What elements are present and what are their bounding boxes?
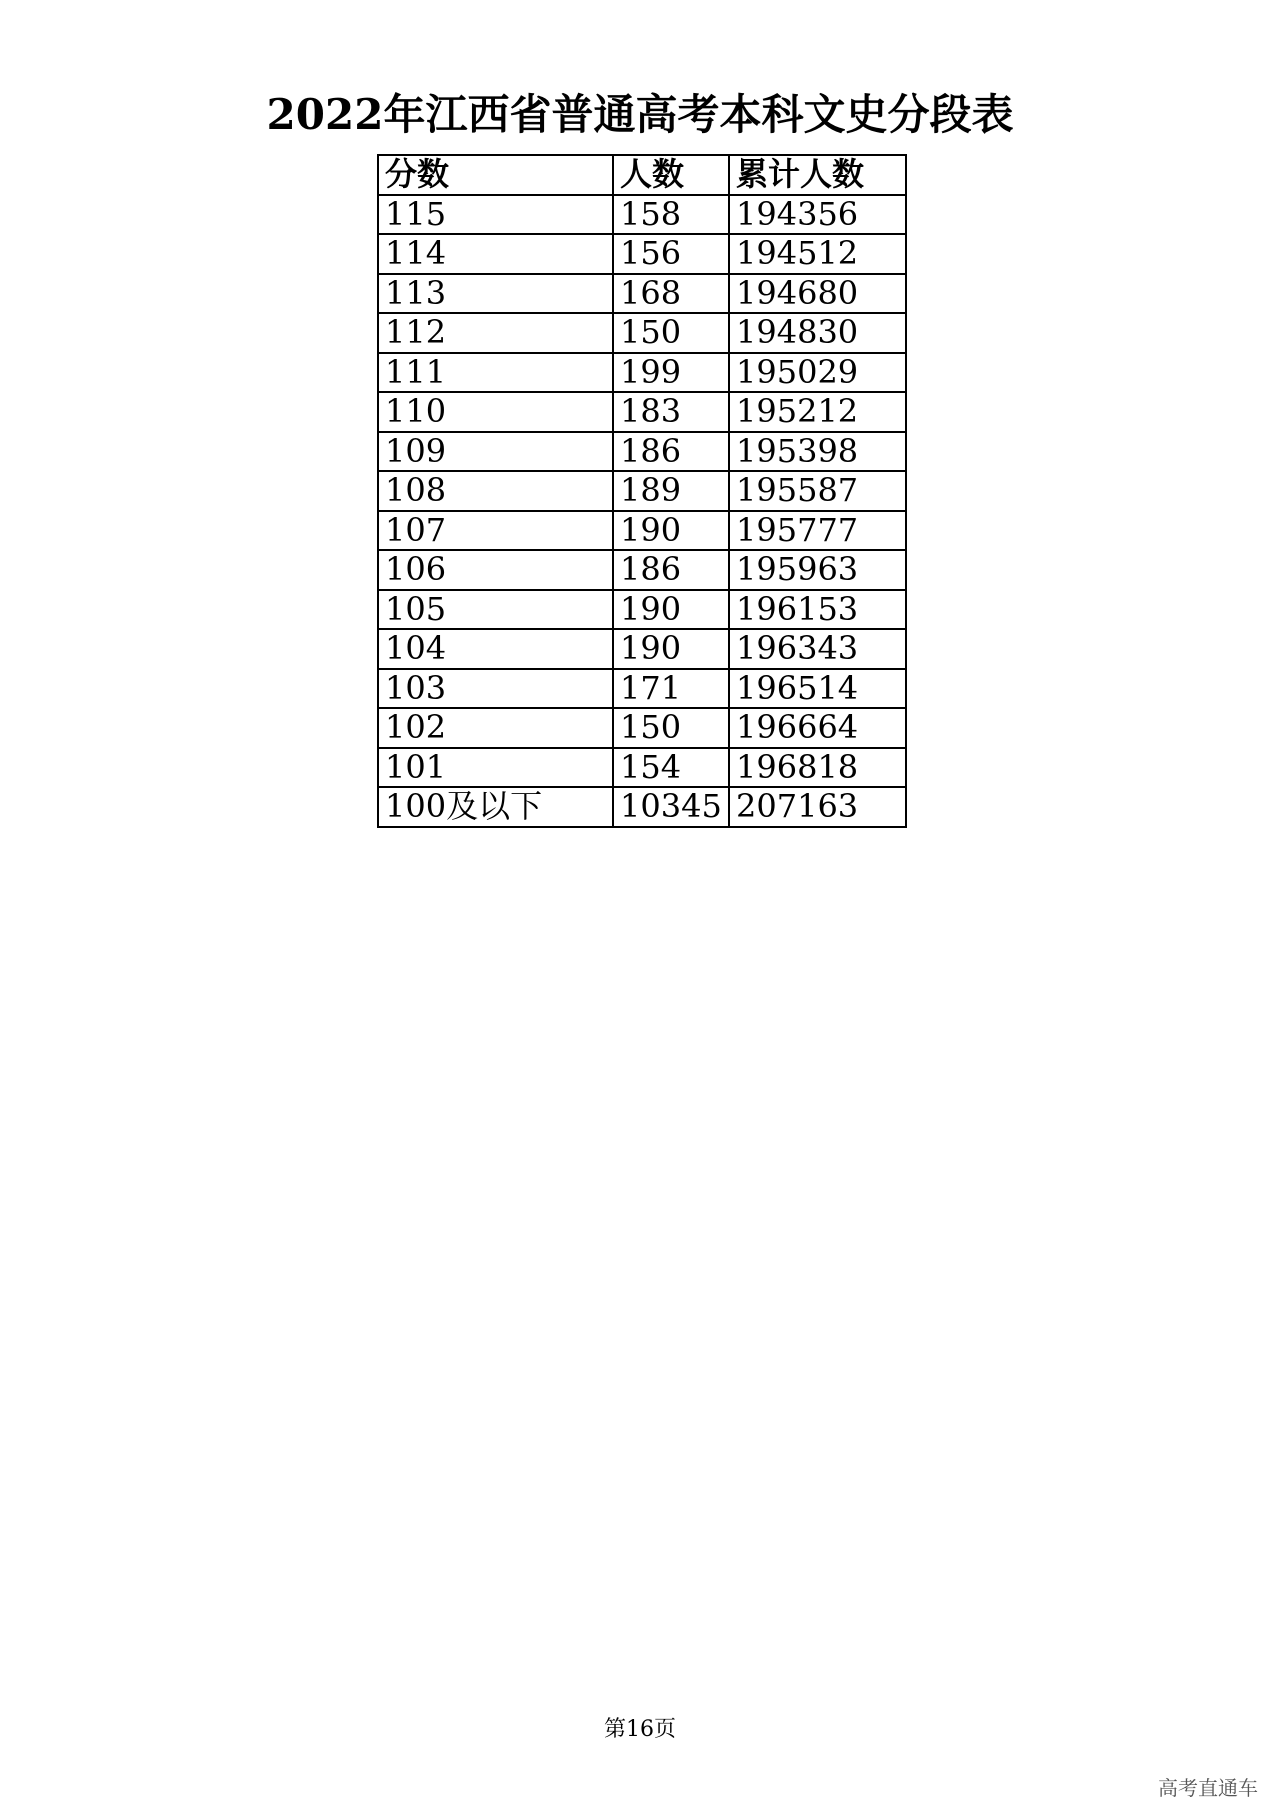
cell-score: 105 bbox=[378, 590, 613, 630]
table-row bbox=[378, 590, 906, 630]
table-row bbox=[378, 629, 906, 669]
cell-score: 104 bbox=[378, 629, 613, 669]
cell-cumulative: 195963 bbox=[729, 550, 906, 590]
page-number: 第16页 bbox=[604, 1717, 676, 1742]
table-row bbox=[378, 708, 906, 748]
table-row bbox=[378, 353, 906, 393]
header-score: 分数 bbox=[378, 155, 613, 195]
cell-count: 190 bbox=[613, 590, 729, 630]
table-row bbox=[378, 669, 906, 709]
cell-count: 186 bbox=[613, 432, 729, 472]
cell-count: 171 bbox=[613, 669, 729, 709]
cell-score: 110 bbox=[378, 392, 613, 432]
cell-score: 106 bbox=[378, 550, 613, 590]
cell-count: 186 bbox=[613, 550, 729, 590]
score-distribution-table bbox=[377, 154, 907, 828]
cell-cumulative: 194356 bbox=[729, 195, 906, 235]
document-title: 2022年江西省普通高考本科文史分段表 bbox=[266, 90, 1014, 139]
table-header-row bbox=[378, 155, 906, 195]
cell-count: 168 bbox=[613, 274, 729, 314]
cell-count: 183 bbox=[613, 392, 729, 432]
cell-cumulative: 194830 bbox=[729, 313, 906, 353]
cell-score: 111 bbox=[378, 353, 613, 393]
cell-count: 154 bbox=[613, 748, 729, 788]
cell-cumulative: 194512 bbox=[729, 234, 906, 274]
cell-score: 112 bbox=[378, 313, 613, 353]
cell-score: 107 bbox=[378, 511, 613, 551]
cell-score: 109 bbox=[378, 432, 613, 472]
table-row bbox=[378, 748, 906, 788]
cell-cumulative: 195398 bbox=[729, 432, 906, 472]
watermark-text: 高考直通车 bbox=[1158, 1776, 1258, 1800]
table-row bbox=[378, 234, 906, 274]
table-row bbox=[378, 313, 906, 353]
cell-score: 114 bbox=[378, 234, 613, 274]
header-count: 人数 bbox=[613, 155, 729, 195]
cell-cumulative: 196664 bbox=[729, 708, 906, 748]
cell-count: 10345 bbox=[613, 787, 729, 827]
cell-score: 108 bbox=[378, 471, 613, 511]
table-row bbox=[378, 511, 906, 551]
cell-cumulative: 195777 bbox=[729, 511, 906, 551]
cell-cumulative: 195587 bbox=[729, 471, 906, 511]
cell-count: 190 bbox=[613, 629, 729, 669]
cell-score: 101 bbox=[378, 748, 613, 788]
cell-count: 150 bbox=[613, 313, 729, 353]
table-row bbox=[378, 432, 906, 472]
cell-count: 158 bbox=[613, 195, 729, 235]
header-cumulative: 累计人数 bbox=[729, 155, 906, 195]
table-row bbox=[378, 195, 906, 235]
cell-cumulative: 194680 bbox=[729, 274, 906, 314]
cell-cumulative: 196514 bbox=[729, 669, 906, 709]
cell-score: 115 bbox=[378, 195, 613, 235]
cell-count: 150 bbox=[613, 708, 729, 748]
cell-count: 189 bbox=[613, 471, 729, 511]
cell-score: 103 bbox=[378, 669, 613, 709]
table-row bbox=[378, 274, 906, 314]
cell-cumulative: 196818 bbox=[729, 748, 906, 788]
table-body bbox=[378, 195, 906, 827]
cell-count: 156 bbox=[613, 234, 729, 274]
cell-cumulative: 196343 bbox=[729, 629, 906, 669]
cell-score: 100及以下 bbox=[378, 787, 613, 827]
cell-score: 113 bbox=[378, 274, 613, 314]
table-row bbox=[378, 392, 906, 432]
cell-cumulative: 195212 bbox=[729, 392, 906, 432]
cell-cumulative: 196153 bbox=[729, 590, 906, 630]
cell-score: 102 bbox=[378, 708, 613, 748]
table-row bbox=[378, 471, 906, 511]
cell-count: 190 bbox=[613, 511, 729, 551]
table-row bbox=[378, 787, 906, 827]
table-row bbox=[378, 550, 906, 590]
cell-count: 199 bbox=[613, 353, 729, 393]
cell-cumulative: 195029 bbox=[729, 353, 906, 393]
cell-cumulative: 207163 bbox=[729, 787, 906, 827]
